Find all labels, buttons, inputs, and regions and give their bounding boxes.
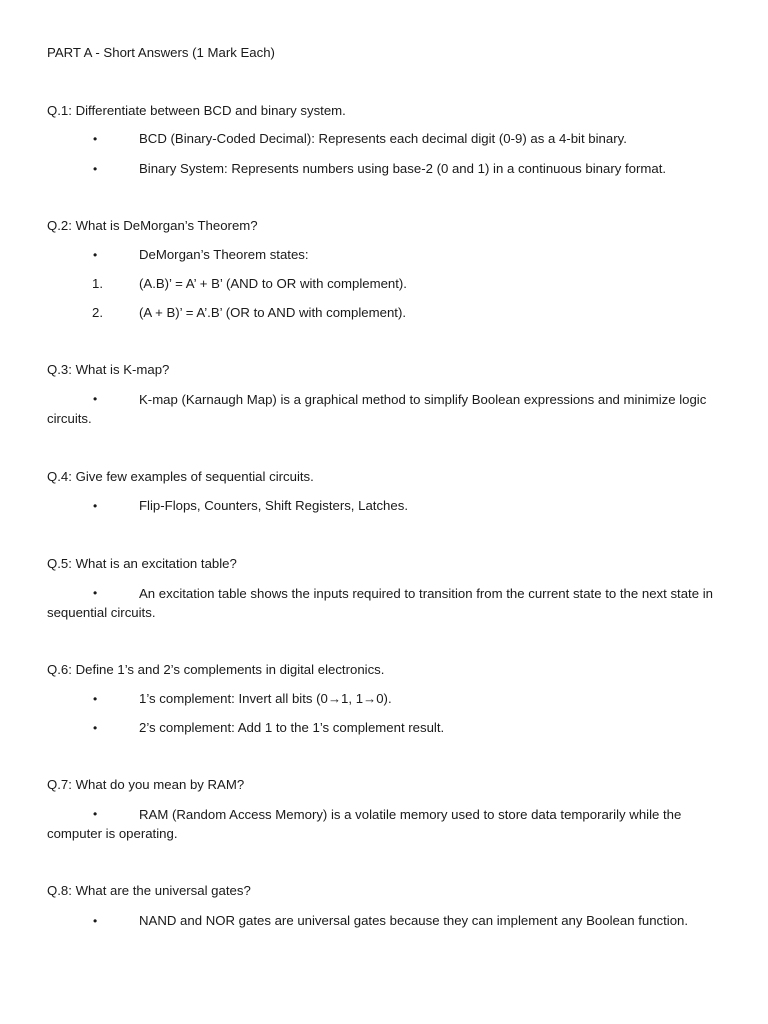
numbered-item [0, 276, 740, 292]
list-item [0, 913, 740, 929]
answer-text: Binary System: Represents numbers using base-2 (0 and 1) in a continuous binary format. [139, 161, 667, 176]
answer-text: 2’s complement: Add 1 to the 1’s complement result. [139, 720, 445, 735]
answer-paragraph: K-map (Karnaugh Map) is a graphical method to simplify Boolean expressions and minimize logic circuits. [47, 392, 707, 426]
question-5: Q.5: What is an excitation table? [47, 556, 237, 571]
list-item [0, 720, 740, 736]
number-marker: 1. [92, 276, 103, 291]
answer-paragraph: An excitation table shows the inputs required to transition from the current state to the next state in sequential circuits. [47, 586, 713, 620]
answer-text: (A.B)’ = A’ + B’ (AND to OR with complement). [139, 276, 407, 291]
question-3: Q.3: What is K-map? [47, 362, 170, 377]
question-1: Q.1: Differentiate between BCD and binary system. [47, 103, 346, 118]
numbered-item [0, 305, 740, 321]
answer-text: 1’s complement: Invert all bits (0→1, 1→0). [139, 691, 392, 706]
question-7: Q.7: What do you mean by RAM? [47, 777, 245, 792]
question-8: Q.8: What are the universal gates? [47, 883, 251, 898]
list-item [0, 691, 740, 707]
question-2: Q.2: What is DeMorgan’s Theorem? [47, 218, 258, 233]
bullet: • [93, 162, 98, 176]
bullet: • [93, 692, 98, 706]
bullet: • [93, 914, 98, 928]
answer-text: DeMorgan’s Theorem states: [139, 247, 309, 262]
bullet: • [93, 807, 98, 821]
question-4: Q.4: Give few examples of sequential circuits. [47, 469, 314, 484]
bullet: • [93, 392, 98, 406]
answer-text: NAND and NOR gates are universal gates because they can implement any Boolean function. [139, 913, 689, 928]
list-item [0, 247, 740, 263]
list-item [0, 161, 740, 177]
answer-text: Flip-Flops, Counters, Shift Registers, Latches. [139, 498, 408, 513]
answer-paragraph: RAM (Random Access Memory) is a volatile memory used to store data temporarily while the computer is operating. [47, 807, 682, 841]
list-item [0, 498, 740, 514]
list-item [0, 131, 740, 147]
bullet: • [93, 586, 98, 600]
number-marker: 2. [92, 305, 103, 320]
bullet: • [93, 132, 98, 146]
page-heading: PART A - Short Answers (1 Mark Each) [47, 45, 275, 60]
bullet: • [93, 721, 98, 735]
bullet: • [93, 499, 98, 513]
question-6: Q.6: Define 1’s and 2’s complements in digital electronics. [47, 662, 385, 677]
answer-text: (A + B)’ = A’.B’ (OR to AND with complement). [139, 305, 407, 320]
answer-text: BCD (Binary-Coded Decimal): Represents each decimal digit (0-9) as a 4-bit binary. [139, 131, 627, 146]
bullet: • [93, 248, 98, 262]
